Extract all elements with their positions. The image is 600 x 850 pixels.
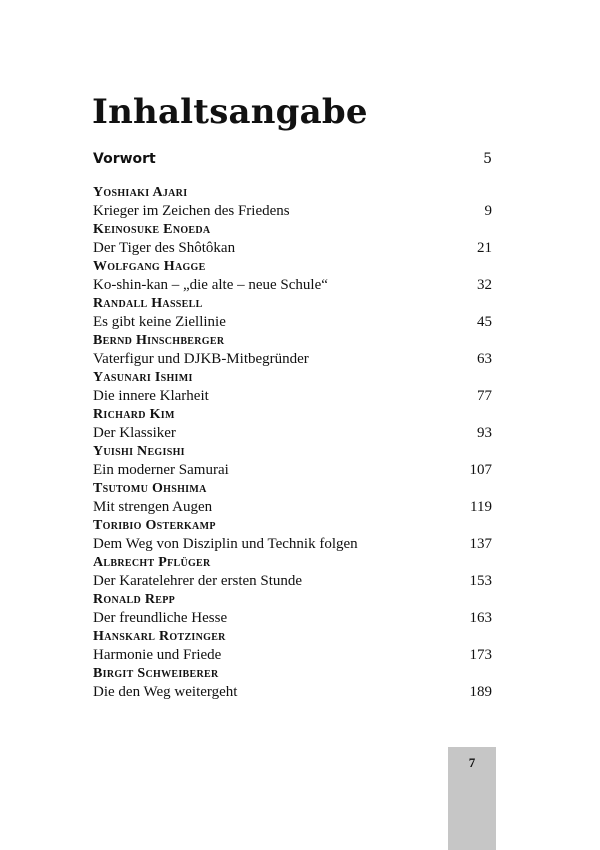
foreword-label: Vorwort	[93, 151, 156, 167]
toc-entry	[93, 554, 492, 591]
entry-title-row	[93, 572, 492, 591]
entry-title: Es gibt keine Ziellinie	[93, 314, 226, 330]
entry-title-row	[93, 498, 492, 517]
entry-title: Ein moderner Samurai	[93, 462, 229, 478]
entry-page-number: 163	[469, 610, 492, 626]
toc-entry	[93, 295, 492, 332]
entry-page-number: 173	[469, 647, 492, 663]
foreword-page-number: 5	[483, 151, 492, 167]
page-number-tab	[448, 747, 496, 850]
entry-title: Harmonie und Friede	[93, 647, 222, 663]
entry-title-row	[93, 683, 492, 702]
entry-page-number: 21	[477, 240, 492, 256]
table-of-contents	[93, 148, 492, 702]
entry-title: Die den Weg weitergeht	[93, 684, 238, 700]
entry-author: Toribio Osterkamp	[93, 518, 216, 533]
entry-title-row	[93, 276, 492, 295]
entry-title: Der Karatelehrer der ersten Stunde	[93, 573, 303, 589]
toc-entries	[93, 184, 492, 702]
entry-title: Der Klassiker	[93, 425, 176, 441]
entry-author: Tsutomu Ohshima	[93, 481, 207, 496]
entry-title: Der Tiger des Shôtôkan	[93, 240, 236, 256]
entry-page-number: 107	[469, 462, 492, 478]
entry-title-row	[93, 202, 492, 221]
entry-title-row	[93, 239, 492, 258]
entry-title-row	[93, 424, 492, 443]
toc-entry	[93, 591, 492, 628]
entry-title: Ko-shin-kan – „die alte – neue Schule“	[93, 277, 328, 293]
entry-page-number: 119	[470, 499, 492, 515]
entry-author: Hanskarl Rotzinger	[93, 629, 226, 644]
page-number: 7	[468, 755, 476, 770]
entry-title-row	[93, 461, 492, 480]
entry-author: Bernd Hinschberger	[93, 333, 225, 348]
toc-entry	[93, 665, 492, 702]
entry-title: Mit strengen Augen	[93, 499, 213, 515]
entry-page-number: 9	[484, 203, 492, 219]
entry-title-row	[93, 609, 492, 628]
toc-entry	[93, 517, 492, 554]
entry-title: Dem Weg von Disziplin und Technik folgen	[93, 536, 358, 552]
toc-entry	[93, 480, 492, 517]
entry-author: Wolfgang Hagge	[93, 259, 206, 274]
entry-author: Yasunari Ishimi	[93, 370, 193, 385]
entry-title: Vaterfigur und DJKB-Mitbegründer	[93, 351, 309, 367]
entry-title: Die innere Klarheit	[93, 388, 209, 404]
entry-title-row	[93, 646, 492, 665]
entry-title: Der freundliche Hesse	[93, 610, 228, 626]
toc-foreword-row	[93, 148, 492, 170]
entry-page-number: 63	[477, 351, 492, 367]
toc-entry	[93, 628, 492, 665]
entry-author: Ronald Repp	[93, 592, 176, 607]
entry-title-row	[93, 313, 492, 332]
toc-entry	[93, 332, 492, 369]
entry-author: Yuishi Negishi	[93, 444, 185, 459]
entry-author: Richard Kim	[93, 407, 175, 422]
toc-entry	[93, 406, 492, 443]
entry-title-row	[93, 535, 492, 554]
entry-title-row	[93, 350, 492, 369]
entry-page-number: 32	[477, 277, 492, 293]
entry-page-number: 93	[477, 425, 492, 441]
toc-entry	[93, 369, 492, 406]
entry-page-number: 77	[477, 388, 492, 404]
toc-entry	[93, 184, 492, 221]
entry-page-number: 189	[469, 684, 492, 700]
entry-author: Keinosuke Enoeda	[93, 222, 211, 237]
entry-author: Albrecht Pflüger	[93, 555, 211, 570]
entry-title: Krieger im Zeichen des Friedens	[93, 203, 290, 219]
entry-page-number: 153	[469, 573, 492, 589]
entry-page-number: 45	[477, 314, 492, 330]
entry-author: Yoshiaki Ajari	[93, 185, 188, 200]
entry-author: Randall Hassell	[93, 296, 203, 311]
toc-entry	[93, 221, 492, 258]
toc-entry	[93, 443, 492, 480]
toc-entry	[93, 258, 492, 295]
page-title: Inhaltsangabe	[92, 92, 368, 132]
entry-title-row	[93, 387, 492, 406]
entry-page-number: 137	[469, 536, 492, 552]
entry-author: Birgit Schweiberer	[93, 666, 219, 681]
